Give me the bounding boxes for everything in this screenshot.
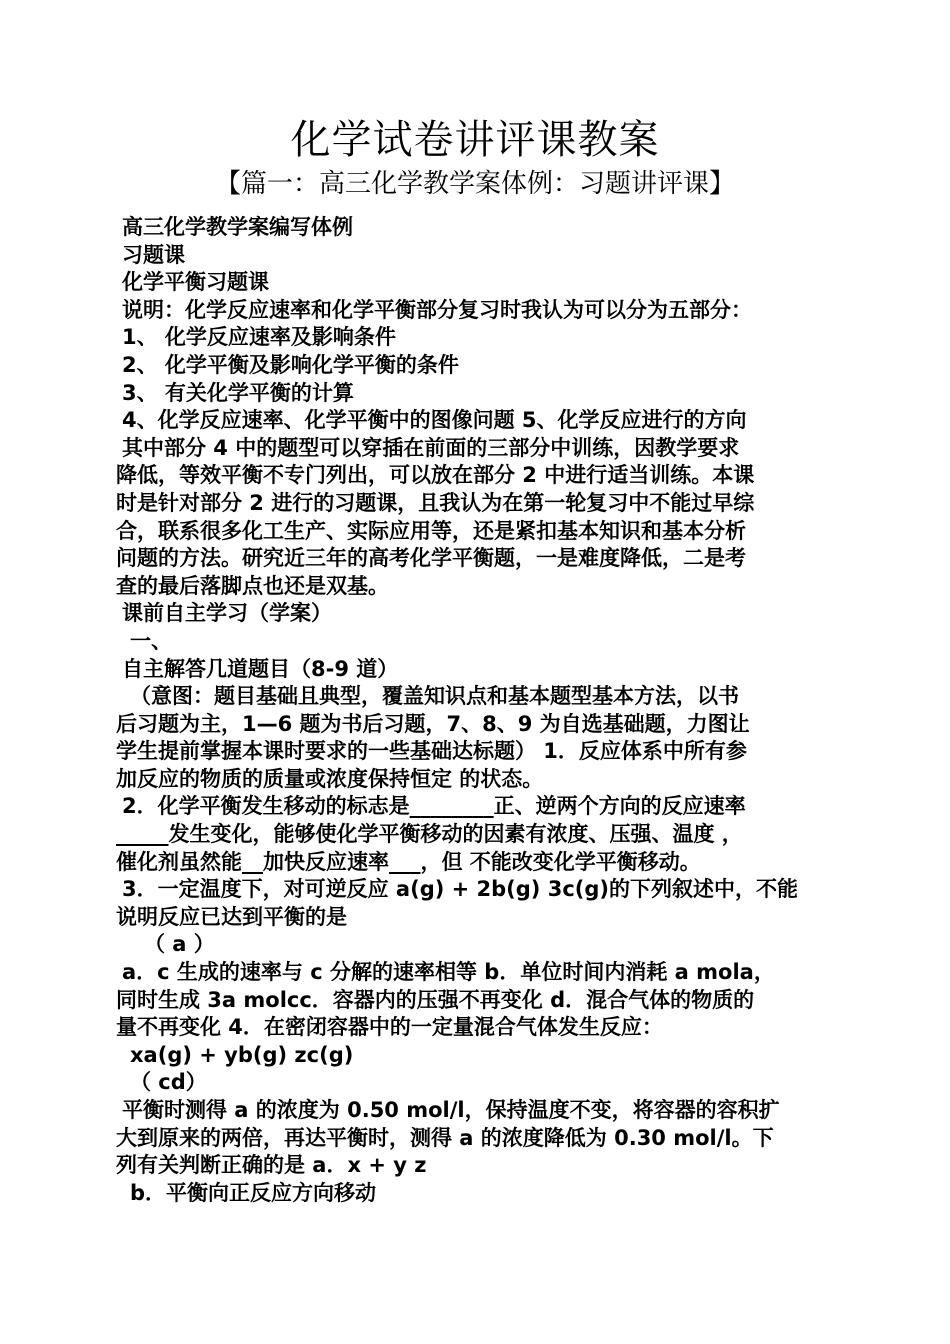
question-line: 量不再变化 4．在密闭容器中的一定量混合气体发生反应：	[116, 1015, 663, 1040]
question-line: 说明反应已达到平衡的是	[116, 904, 347, 929]
question-line: 3．一定温度下，对可逆反应 a(g) + 2b(g) 3c(g)的下列叙述中，不能	[122, 877, 799, 902]
section-heading: 课前自主学习（学案）	[122, 601, 332, 626]
question-line: 平衡时测得 a 的浓度为 0.50 mol/l，保持温度不变，将容器的容积扩	[122, 1098, 780, 1122]
paragraph-line: 化学平衡习题课	[122, 270, 269, 295]
equation-line: xa(g) + yb(g) zc(g)	[130, 1042, 354, 1067]
paragraph-line: 4、化学反应速率、化学平衡中的图像问题 5、化学反应进行的方向	[122, 408, 747, 433]
paragraph-line: 加反应的物质的质量或浓度保持恒定 的状态。	[116, 766, 544, 791]
question-line: 列有关判断正确的是 a．x + y z	[116, 1153, 427, 1178]
section-number: 一、	[130, 628, 172, 653]
paragraph-line: 习题课	[122, 242, 185, 267]
paragraph-line: 问题的方法。研究近三年的高考化学平衡题，一是难度降低，二是考	[116, 546, 746, 571]
paragraph-line: 时是针对部分 2 进行的习题课，且我认为在第一轮复习中不能过早综	[116, 490, 755, 515]
option-line: 同时生成 3a molcc．容器内的压强不再变化 d．混合气体的物质的	[116, 987, 755, 1012]
section-heading: 自主解答几道题目（8-9 道）	[122, 656, 399, 681]
question-line: 大到原来的两倍，再达平衡时，测得 a 的浓度降低为 0.30 mol/l。下	[116, 1125, 774, 1150]
paragraph-line: 高三化学教学案编写体例	[122, 215, 353, 239]
paragraph-line: （意图：题目基础且典型，覆盖知识点和基本题型基本方法，以书	[130, 684, 739, 709]
paragraph-line: 学生提前掌握本课时要求的一些基础达标题） 1．反应体系中所有参	[116, 739, 747, 764]
paragraph-line: 合，联系很多化工生产、实际应用等，还是紧扣基本知识和基本分析	[116, 518, 746, 543]
question-line: _____发生变化，能够使化学平衡移动的因素有浓度、压强、温度 ，	[116, 822, 743, 847]
document-subtitle: 【篇一：高三化学教学案体例：习题讲评课】	[214, 169, 735, 199]
question-line: 催化剂虽然能__加快反应速率___，但 不能改变化学平衡移动。	[116, 849, 701, 874]
paragraph-line: 其中部分 4 中的题型可以穿插在前面的三部分中训练，因教学要求	[122, 435, 740, 460]
paragraph-line: 降低，等效平衡不专门列出，可以放在部分 2 中进行适当训练。本课	[116, 463, 755, 488]
paragraph-line: 1、 化学反应速率及影响条件	[122, 325, 396, 350]
paragraph-line: 3、 有关化学平衡的计算	[122, 380, 354, 405]
paragraph-line: 2、 化学平衡及影响化学平衡的条件	[122, 352, 459, 377]
answer-line: （ cd）	[130, 1070, 207, 1095]
question-line: 2．化学平衡发生移动的标志是________正、逆两个方向的反应速率	[122, 794, 746, 819]
option-line: b．平衡向正反应方向移动	[130, 1180, 377, 1205]
paragraph-line: 说明：化学反应速率和化学平衡部分复习时我认为可以分为五部分：	[122, 297, 752, 322]
document-body	[116, 214, 836, 1207]
document-title: 化学试卷讲评课教案	[290, 117, 660, 163]
option-line: a．c 生成的速率与 c 分解的速率相等 b．单位时间内消耗 a mola，	[122, 960, 775, 985]
paragraph-line: 后习题为主，1—6 题为书后习题，7、8、9 为自选基础题，力图让	[116, 711, 750, 736]
paragraph-line: 查的最后落脚点也还是双基。	[116, 573, 389, 598]
answer-line: （ a ）	[144, 932, 215, 957]
